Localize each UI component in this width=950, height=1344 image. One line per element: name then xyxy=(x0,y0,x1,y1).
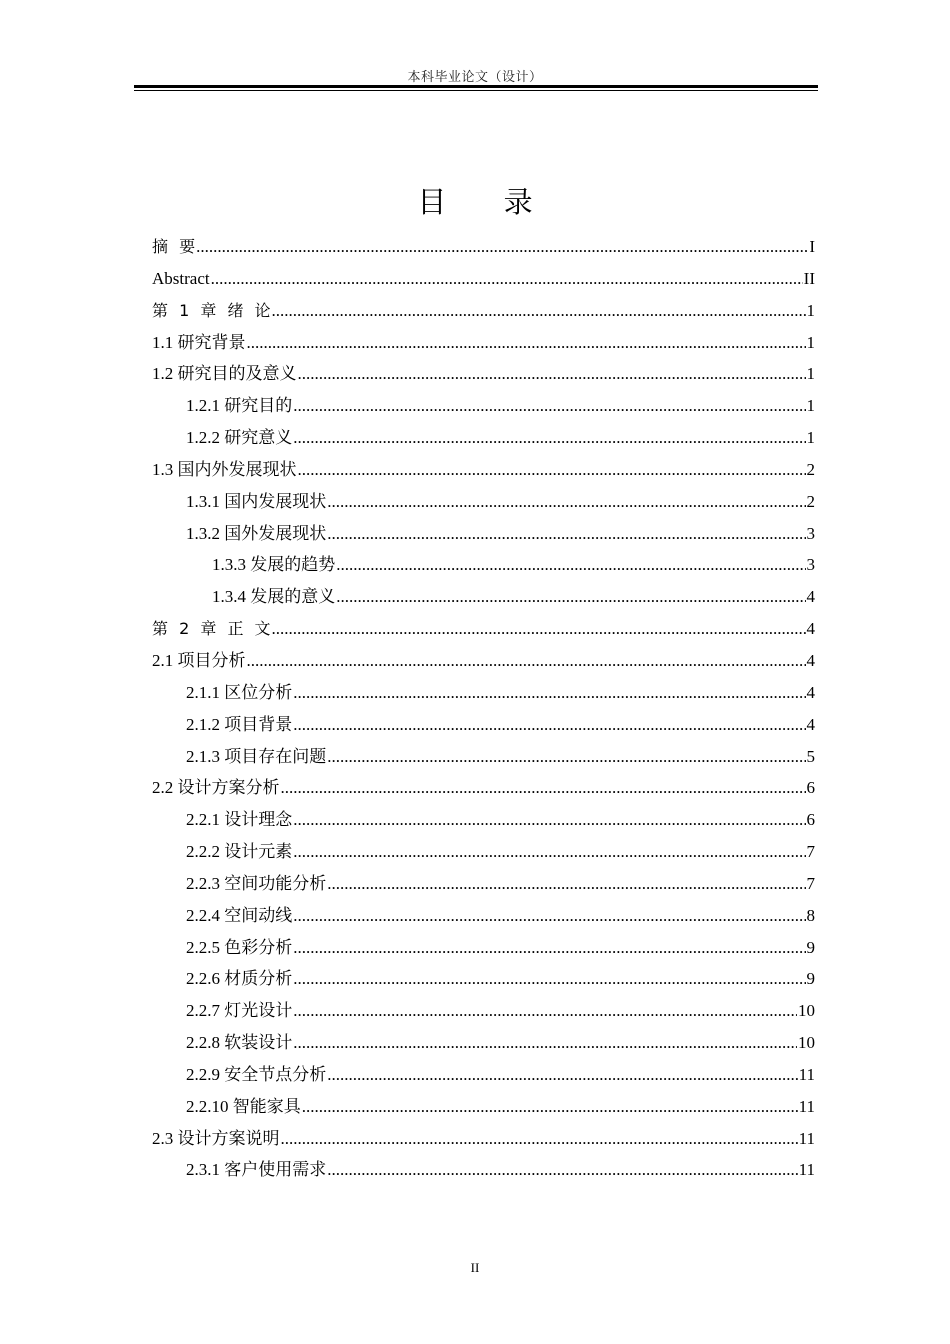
toc-entry-page: 1 xyxy=(806,332,815,352)
toc-dot-leader xyxy=(327,486,805,518)
toc-entry-label: 2.3 设计方案说明 xyxy=(152,1128,280,1148)
toc-entry[interactable] xyxy=(152,1059,815,1091)
toc-entry[interactable] xyxy=(152,645,815,677)
toc-entry[interactable] xyxy=(152,581,815,613)
toc-entry[interactable] xyxy=(152,741,815,773)
toc-dot-leader xyxy=(336,581,805,613)
toc-dot-leader xyxy=(298,358,806,390)
toc-entry[interactable] xyxy=(152,1091,815,1123)
toc-entry-label: 第 1 章 绪 论 xyxy=(152,300,271,320)
toc-entry-page: 4 xyxy=(806,682,815,702)
toc-dot-leader xyxy=(247,327,806,359)
toc-entry-label: 2.2.3 空间功能分析 xyxy=(186,873,327,893)
toc-entry-label: 1.3.2 国外发展现状 xyxy=(186,523,327,543)
toc-entry[interactable] xyxy=(152,422,815,454)
toc-dot-leader xyxy=(293,932,805,964)
toc-entry[interactable] xyxy=(152,1154,815,1186)
toc-dot-leader xyxy=(293,709,805,741)
toc-entry-page: 7 xyxy=(806,873,815,893)
toc-entry-page: 7 xyxy=(806,842,815,862)
toc-entry-label: 2.2.1 设计理念 xyxy=(186,810,293,830)
toc-entry-page: 9 xyxy=(806,969,815,989)
toc-dot-leader xyxy=(327,1059,797,1091)
toc-entry-page: 10 xyxy=(798,1033,815,1053)
header-rule-thick xyxy=(134,85,818,88)
toc-entry[interactable] xyxy=(152,932,815,964)
toc-entry-label: 2.1.1 区位分析 xyxy=(186,682,293,702)
toc-entry[interactable] xyxy=(152,358,815,390)
toc-entry-label: 摘 要 xyxy=(152,237,196,256)
toc-entry[interactable] xyxy=(152,486,815,518)
toc-entry[interactable] xyxy=(152,1123,815,1155)
toc-entry[interactable] xyxy=(152,709,815,741)
toc-entry-label: 2.2.9 安全节点分析 xyxy=(186,1064,327,1084)
toc-entry[interactable] xyxy=(152,772,815,804)
toc-entry-page: 1 xyxy=(806,300,815,320)
toc-dot-leader xyxy=(298,454,806,486)
toc-entry[interactable] xyxy=(152,390,815,422)
toc-dot-leader xyxy=(327,1154,797,1186)
toc-entry-page: 10 xyxy=(798,1001,815,1021)
toc-entry-page: 3 xyxy=(806,555,815,575)
page-number: II xyxy=(470,1260,480,1275)
toc-entry-label: 2.2 设计方案分析 xyxy=(152,778,280,798)
toc-entry-label: 1.3.3 发展的趋势 xyxy=(212,555,336,575)
toc-entry[interactable] xyxy=(152,613,815,645)
toc-dot-leader xyxy=(293,995,797,1027)
toc-dot-leader xyxy=(327,518,805,550)
toc-entry-page: 6 xyxy=(806,778,815,798)
toc-dot-leader xyxy=(196,231,808,263)
toc-dot-leader xyxy=(327,741,805,773)
toc-entry[interactable] xyxy=(152,454,815,486)
toc-entry-page: 1 xyxy=(806,396,815,416)
toc-entry[interactable] xyxy=(152,963,815,995)
toc-entry-page: 9 xyxy=(806,937,815,957)
toc-dot-leader xyxy=(293,963,805,995)
toc-entry-label: 1.2.1 研究目的 xyxy=(186,396,293,416)
toc-entry[interactable] xyxy=(152,263,815,295)
toc-dot-leader xyxy=(293,677,805,709)
toc-entry-label: 1.3 国内外发展现状 xyxy=(152,459,297,479)
toc-dot-leader xyxy=(281,1123,798,1155)
toc-entry-label: 2.2.6 材质分析 xyxy=(186,969,293,989)
toc-entry-page: I xyxy=(809,237,815,256)
toc-entry[interactable] xyxy=(152,1027,815,1059)
toc-entry-page: 4 xyxy=(806,650,815,670)
toc-entry[interactable] xyxy=(152,995,815,1027)
toc-entry[interactable] xyxy=(152,549,815,581)
toc-entry[interactable] xyxy=(152,327,815,359)
toc-entry[interactable] xyxy=(152,900,815,932)
toc-entry-page: 5 xyxy=(806,746,815,766)
toc-entry-label: 2.2.10 智能家具 xyxy=(186,1096,301,1116)
toc-dot-leader xyxy=(293,422,805,454)
toc-entry-label: Abstract xyxy=(152,268,210,288)
toc-entry-label: 1.3.1 国内发展现状 xyxy=(186,491,327,511)
toc-dot-leader xyxy=(302,1091,798,1123)
toc-dot-leader xyxy=(327,868,805,900)
toc-dot-leader xyxy=(293,836,805,868)
toc-dot-leader xyxy=(281,772,806,804)
toc-entry[interactable] xyxy=(152,868,815,900)
table-of-contents xyxy=(152,231,815,1186)
toc-entry[interactable] xyxy=(152,804,815,836)
toc-entry-page: 4 xyxy=(806,619,815,639)
toc-entry-page: II xyxy=(803,268,815,288)
toc-entry-label: 1.2.2 研究意义 xyxy=(186,428,293,448)
toc-entry-page: 8 xyxy=(806,905,815,925)
toc-entry[interactable] xyxy=(152,677,815,709)
toc-dot-leader xyxy=(336,549,805,581)
toc-dot-leader xyxy=(293,1027,797,1059)
toc-entry-page: 1 xyxy=(806,428,815,448)
toc-entry-page: 11 xyxy=(798,1096,815,1116)
toc-entry-page: 11 xyxy=(798,1064,815,1084)
toc-entry-label: 2.1.3 项目存在问题 xyxy=(186,746,327,766)
toc-entry-label: 2.2.2 设计元素 xyxy=(186,842,293,862)
toc-entry-label: 1.1 研究背景 xyxy=(152,332,246,352)
toc-dot-leader xyxy=(272,613,806,645)
toc-entry-page: 2 xyxy=(806,459,815,479)
toc-entry-page: 6 xyxy=(806,810,815,830)
toc-entry-page: 11 xyxy=(798,1160,815,1180)
toc-dot-leader xyxy=(272,295,806,327)
toc-entry-page: 4 xyxy=(806,714,815,734)
toc-entry-label: 2.2.4 空间动线 xyxy=(186,905,293,925)
toc-entry-label: 1.2 研究目的及意义 xyxy=(152,364,297,384)
toc-entry-label: 2.2.5 色彩分析 xyxy=(186,937,293,957)
toc-entry[interactable] xyxy=(152,295,815,327)
toc-entry-page: 1 xyxy=(806,364,815,384)
toc-entry[interactable] xyxy=(152,231,815,263)
toc-entry-label: 2.3.1 客户使用需求 xyxy=(186,1160,327,1180)
toc-entry-label: 2.2.7 灯光设计 xyxy=(186,1001,293,1021)
running-header: 本科毕业论文（设计） xyxy=(407,69,543,84)
header-rule-thin xyxy=(134,90,818,91)
toc-dot-leader xyxy=(293,390,805,422)
toc-title: 目 录 xyxy=(417,185,557,219)
toc-entry-label: 2.2.8 软装设计 xyxy=(186,1033,293,1053)
toc-entry-label: 2.1.2 项目背景 xyxy=(186,714,293,734)
toc-entry-page: 2 xyxy=(806,491,815,511)
toc-entry-label: 2.1 项目分析 xyxy=(152,650,246,670)
toc-entry-label: 第 2 章 正 文 xyxy=(152,619,271,639)
toc-dot-leader xyxy=(293,804,805,836)
toc-entry-label: 1.3.4 发展的意义 xyxy=(212,587,336,607)
toc-dot-leader xyxy=(293,900,805,932)
toc-entry[interactable] xyxy=(152,836,815,868)
toc-dot-leader xyxy=(247,645,806,677)
toc-dot-leader xyxy=(211,263,803,295)
toc-entry[interactable] xyxy=(152,518,815,550)
toc-entry-page: 3 xyxy=(806,523,815,543)
toc-entry-page: 4 xyxy=(806,587,815,607)
toc-entry-page: 11 xyxy=(798,1128,815,1148)
